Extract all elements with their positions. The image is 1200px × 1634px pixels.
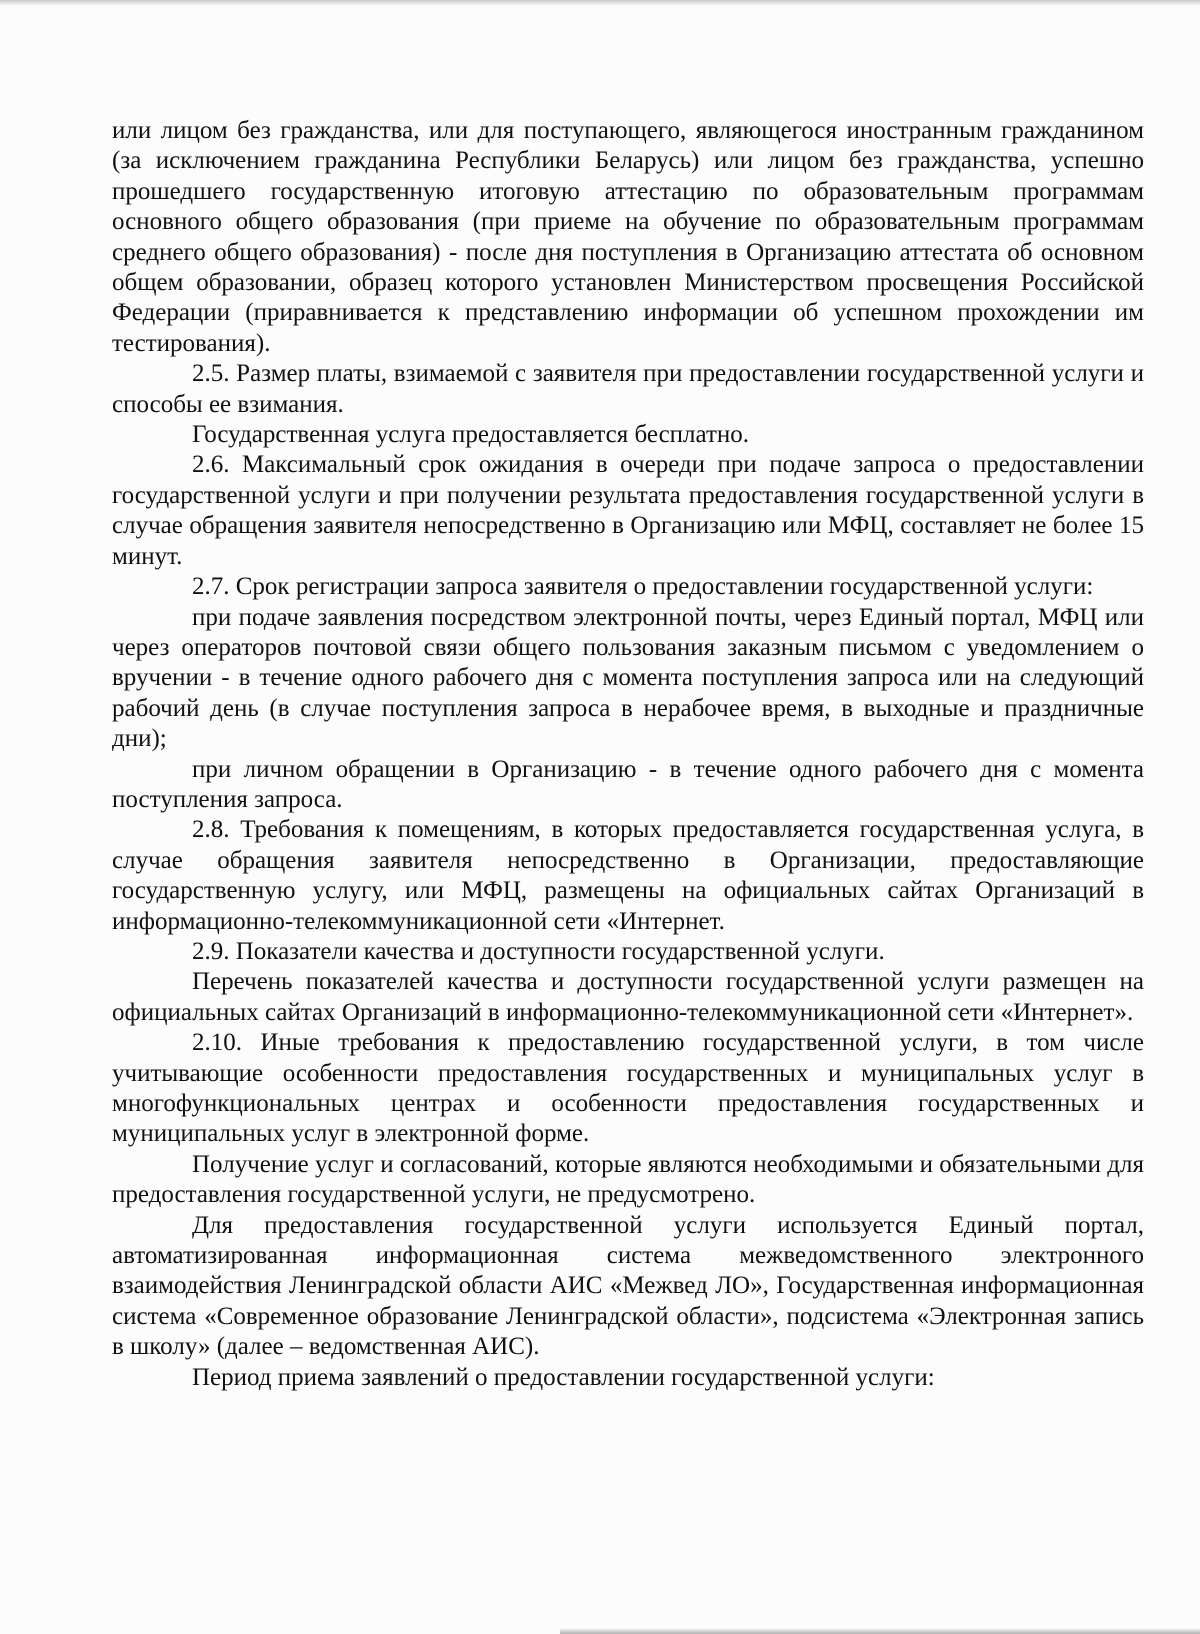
document-body	[112, 116, 1144, 1393]
paragraph-2-8: 2.8. Требования к помещениям, в которых предоставляется государственная услуга, в случае обращения заявителя непосредственно в Организации, предоставляющие государственную услугу, или МФЦ, размещены на официальных сайтах Организаций в информационно-телекоммуникационной сети «Интернет.	[112, 816, 1144, 935]
scan-bottom-edge	[560, 1628, 1200, 1634]
paragraph-approvals: Получение услуг и согласований, которые являются необходимыми и обязательными для предоставления государственной услуги, не предусмотрено.	[112, 1150, 1144, 1209]
paragraph-2-5: 2.5. Размер платы, взимаемой с заявителя при предоставлении государственной услуги и способы ее взимания.	[112, 360, 1144, 418]
paragraph-intake-period: Период приема заявлений о предоставлении государственной услуги:	[192, 1363, 935, 1391]
paragraph-2-6: 2.6. Максимальный срок ожидания в очереди при подаче запроса о предоставлении государственной услуги и при получении результата предоставления государственной услуги в случае обращения заявителя непосредственно в Организацию или МФЦ, составляет не более 15 минут.	[112, 451, 1144, 570]
paragraph-continuation: или лицом без гражданства, или для поступающего, являющегося иностранным гражданином (за исключением гражданина Республики Беларусь) или лицом без гражданства, успешно прошедшего государственную итоговую аттестацию по образовательным программам основного общего образования (при приеме на обучение по образовательным программам среднего общего образования) - после дня поступления в Организацию аттестата об основном общем образовании, образец которого установлен Министерством просвещения Российской Федерации (приравнивается к представлению информации об успешном прохождении им тестирования).	[112, 117, 1144, 357]
paragraph-indicators-list: Перечень показателей качества и доступности государственной услуги размещен на официальных сайтах Организаций в информационно-телекоммуникационной сети «Интернет».	[112, 968, 1144, 1026]
scan-top-edge	[0, 0, 1200, 6]
paragraph-systems-used: Для предоставления государственной услуги используется Единый портал, автоматизированная информационная система межведомственного электронного взаимодействия Ленинградской области АИС «Межвед ЛО», Государственная информационная система «Современное образование Ленинградской области», подсистема «Электронная запись в школу» (далее – ведомственная АИС).	[112, 1211, 1144, 1361]
paragraph-personal-visit: при личном обращении в Организацию - в течение одного рабочего дня с момента поступления запроса.	[112, 755, 1144, 813]
paragraph-2-9: 2.9. Показатели качества и доступности государственной услуги.	[192, 937, 885, 965]
paragraph-2-10: 2.10. Иные требования к предоставлению государственной услуги, в том числе учитывающие особенности предоставления государственных и муниципальных услуг в многофункциональных центрах и особенности предоставления государственных и муниципальных услуг в электронной форме.	[112, 1029, 1144, 1148]
paragraph-free-service: Государственная услуга предоставляется бесплатно.	[192, 421, 750, 449]
paragraph-email-submission: при подаче заявления посредством электронной почты, через Единый портал, МФЦ или через операторов почтовой связи общего пользования заказным письмом с уведомлением о вручении - в течение одного рабочего дня с момента поступления запроса или на следующий рабочий день (в случае поступления запроса в нерабочее время, в выходные и праздничные дни);	[112, 603, 1144, 753]
paragraph-2-7: 2.7. Срок регистрации запроса заявителя о предоставлении государственной услуги:	[192, 573, 1094, 601]
